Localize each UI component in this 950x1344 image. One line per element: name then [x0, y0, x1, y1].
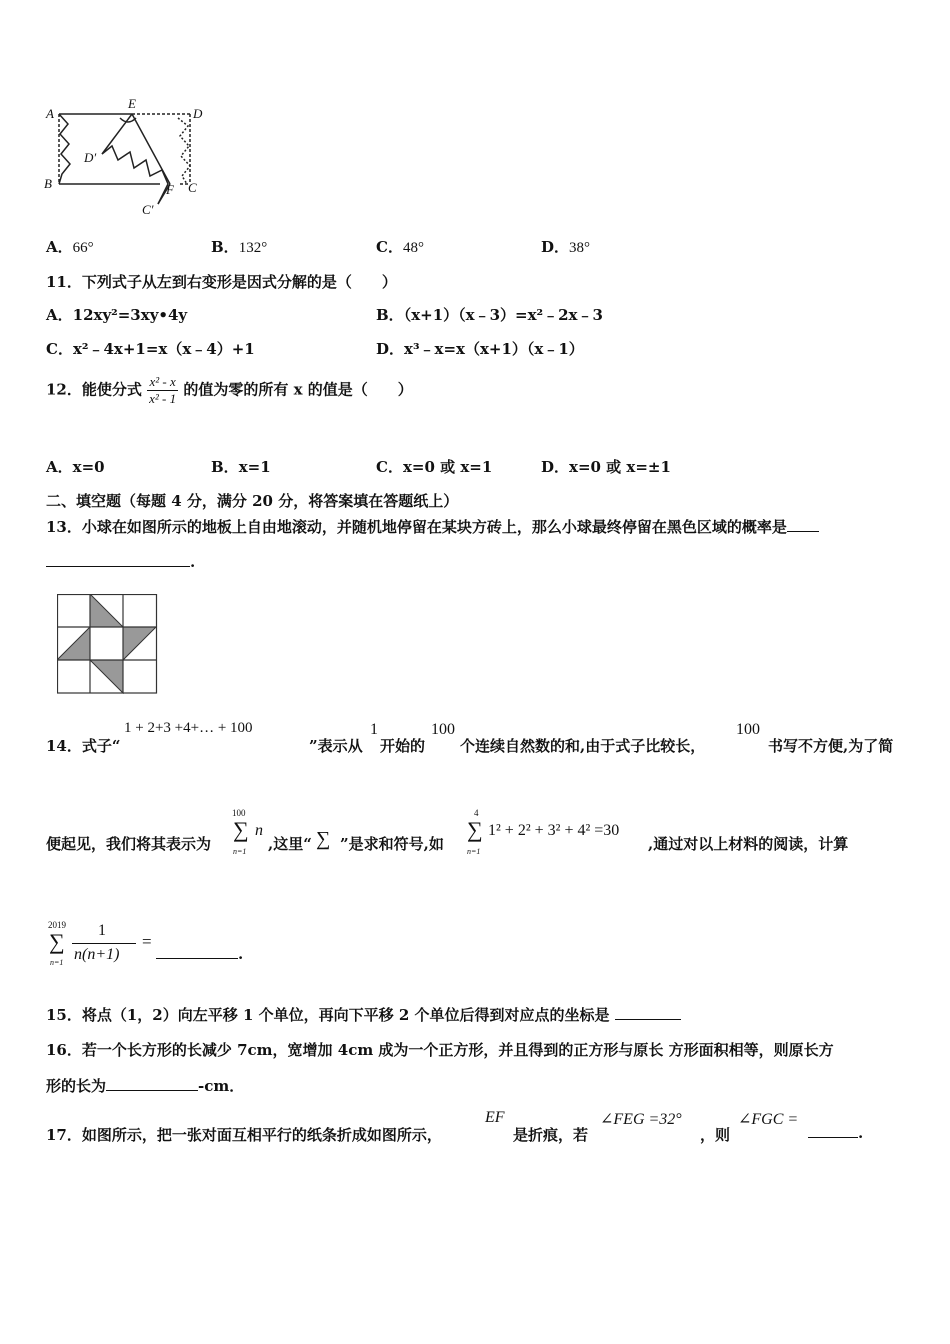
q10-option-b: B．132°	[211, 238, 268, 256]
label-f: F	[166, 182, 174, 197]
sum-upper-100: 100	[232, 808, 246, 818]
q14-hundred: 100	[431, 721, 455, 738]
q12-option-c: C．x=0 或 x=1	[376, 458, 493, 476]
q13-text: 13．小球在如图所示的地板上自由地滚动，并随机地停留在某块方砖上，那么小球最终停留在黑色区域的概率是	[46, 516, 819, 537]
q14-line1-intro: 14．式子“	[46, 737, 121, 755]
calc-sum-upper: 2019	[48, 920, 66, 930]
q16-line2: 形的长为 -cm．	[46, 1077, 245, 1095]
tile-grid-figure	[57, 594, 158, 694]
q10-option-c: C．48°	[376, 238, 424, 256]
q14-expression: 1 + 2+3 +4+… + 100	[124, 720, 253, 736]
calc-numerator: 1	[98, 922, 106, 939]
q12-stem: 12．能使分式 $\frac{\text{x² - x}}{\text{x² - 1}}$ 的值为零的所有 x 的值是（ ）	[46, 374, 413, 406]
q14-line1-from: ”表示从	[309, 737, 363, 755]
label-d-prime: D′	[84, 150, 97, 165]
calc-sigma: ∑	[49, 929, 65, 954]
q14-line1-start: 开始的	[380, 737, 426, 755]
label-d: D	[193, 106, 203, 121]
example-sum-body: 1² + 2² + 3² + 4² =30	[488, 822, 620, 839]
calc-denominator: n(n+1)	[74, 946, 120, 963]
q12-option-a: A．x=0	[46, 458, 105, 476]
q12-fraction: $\frac{\text{x² - x}}{\text{x² - 1}}$	[149, 374, 177, 406]
q14-line2-symbol: ”是求和符号,如	[340, 835, 444, 853]
q14-line2-intro: 便起见，我们将其表示为	[46, 835, 212, 853]
label-e: E	[128, 96, 136, 111]
calc-fraction-bar	[72, 943, 136, 944]
q10-option-d: D．38°	[541, 238, 591, 256]
sum-body-n: n	[255, 822, 263, 839]
q17-crease: 是折痕，若	[513, 1126, 589, 1144]
q14-one: 1	[370, 721, 378, 738]
label-c-prime: C′	[142, 202, 154, 217]
calc-equals: =	[142, 932, 152, 951]
q17-angle-feg: ∠FEG =32°	[600, 1111, 682, 1128]
calc-sum-lower: n=1	[50, 958, 64, 967]
q16-line1: 16．若一个长方形的长减少 7cm，宽增加 4cm 成为一个正方形，并且得到的正方形与原长 方形面积相等，则原长方	[46, 1041, 834, 1059]
label-c: C	[188, 180, 197, 195]
q17-intro: 17．如图所示，把一张对面互相平行的纸条折成如图所示，	[46, 1126, 442, 1144]
q14-line2-end: ,通过对以上材料的阅读，计算	[648, 835, 849, 853]
q12-option-b: B．x=1	[211, 458, 271, 476]
q12-option-d: D．x=0 或 x=±1	[541, 458, 671, 476]
q11-option-b: B．（x+1）（x﹣3）=x²﹣2x﹣3	[376, 306, 603, 324]
sigma-symbol: ∑	[316, 828, 331, 850]
q11-option-d: D．x³﹣x=x（x+1）（x﹣1）	[376, 340, 584, 358]
q17-then: ，则	[700, 1126, 731, 1144]
label-a: A	[46, 106, 54, 121]
example-sum-upper: 4	[474, 808, 479, 818]
q14-answer-blank: .	[156, 945, 243, 963]
q17-angle-fgc: ∠FGC =	[738, 1111, 799, 1128]
q14-line1-mid: 个连续自然数的和,由于式子比较长，	[460, 737, 706, 755]
q14-hundred-b: 100	[736, 721, 760, 738]
q17-ef: EF	[485, 1109, 505, 1126]
q10-option-a: A．66°	[46, 238, 94, 256]
folding-figure	[40, 96, 220, 222]
q13-blank: .	[46, 553, 195, 571]
q17-answer-blank: .	[808, 1124, 863, 1142]
q15-text: 15．将点（1，2）向左平移 1 个单位，再向下平移 2 个单位后得到对应点的坐标是	[46, 1004, 681, 1025]
section-2-title: 二、填空题（每题 4 分，满分 20 分，将答案填在答题纸上）	[46, 492, 459, 510]
q11-stem: 11．下列式子从左到右变形是因式分解的是（ ）	[46, 273, 397, 291]
label-b: B	[44, 176, 52, 191]
example-sum-lower: n=1	[467, 847, 481, 856]
sum-lower-100: n=1	[233, 847, 247, 856]
q14-line2-here: ,这里“	[268, 835, 312, 853]
sum-sigma-100: ∑	[233, 817, 249, 842]
example-sigma: ∑	[467, 817, 483, 842]
q11-option-a: A．12xy²=3xy•4y	[46, 306, 188, 324]
q14-line1-end: 书写不方便,为了简	[768, 737, 894, 755]
q11-option-c: C．x²﹣4x+1=x（x﹣4）+1	[46, 340, 255, 358]
